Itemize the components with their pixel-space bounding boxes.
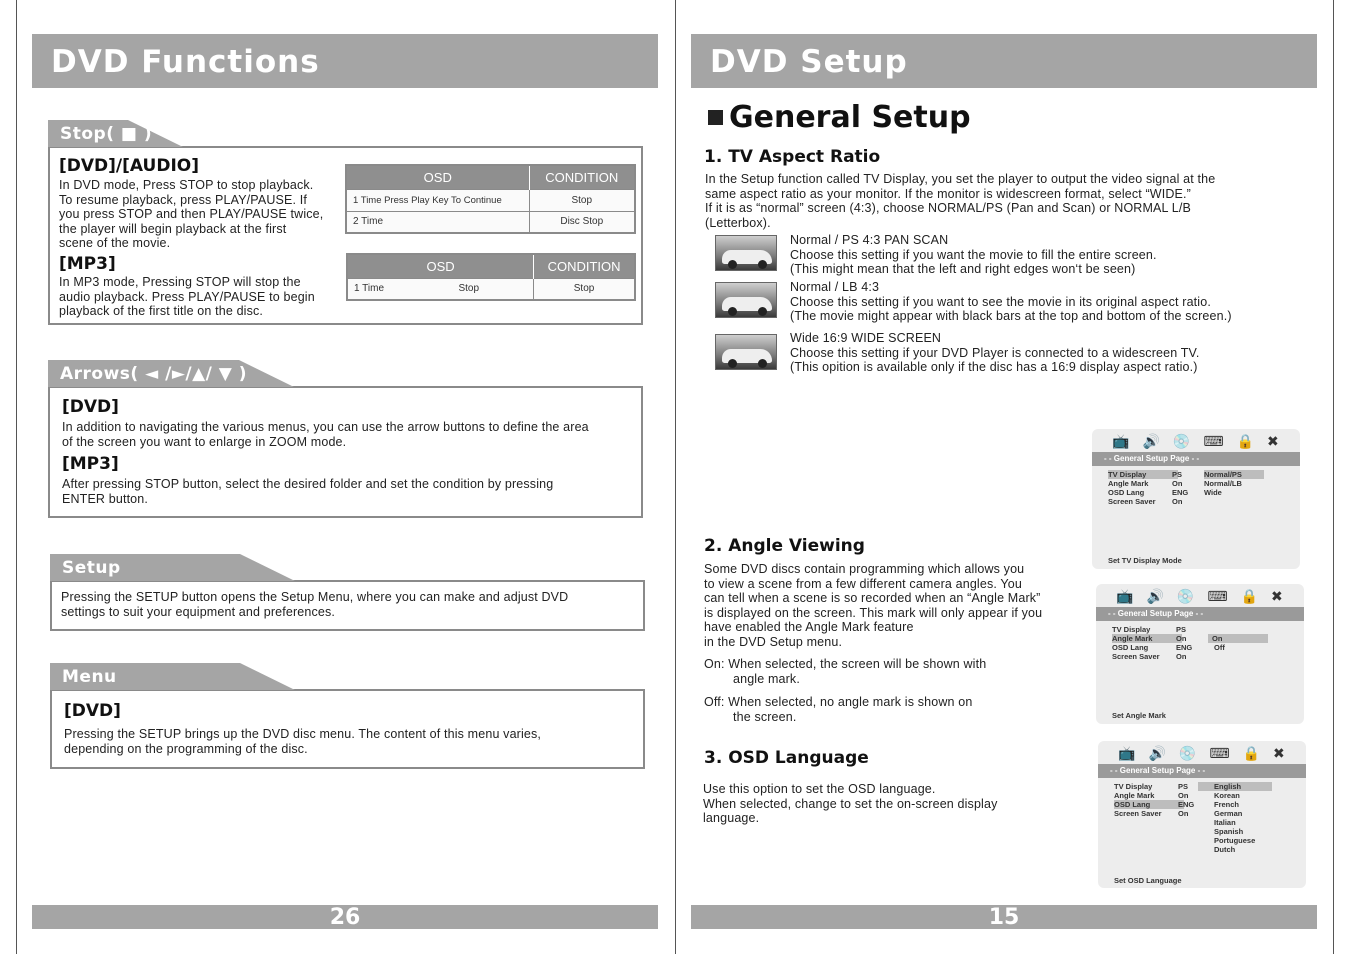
lock-icon: 🔒 bbox=[1242, 745, 1260, 761]
stop-osd-table-2 bbox=[346, 253, 636, 301]
left-banner: DVD Functions bbox=[32, 34, 658, 88]
osd-language-heading: 3. OSD Language bbox=[704, 748, 869, 768]
right-banner: DVD Setup bbox=[691, 34, 1317, 88]
car-thumbnail-wide bbox=[715, 334, 777, 370]
menu-band: - - General Setup Page - - bbox=[1098, 764, 1306, 778]
menu-labels: TV Display Angle Mark OSD Lang Screen Saver bbox=[1112, 625, 1182, 661]
angle-heading: 2. Angle Viewing bbox=[704, 536, 865, 556]
tv-icon: 📺 bbox=[1112, 433, 1130, 449]
left-border bbox=[16, 0, 17, 954]
menu-dvd-heading: [DVD] bbox=[64, 701, 121, 721]
table1-cell: 2 Time bbox=[346, 211, 529, 233]
right-border bbox=[1333, 0, 1334, 954]
angle-on-text: On: When selected, the screen will be shown with angle mark. bbox=[704, 657, 987, 686]
tools-icon: ✖ bbox=[1270, 588, 1283, 604]
lock-icon: 🔒 bbox=[1240, 588, 1258, 604]
stop-tab: Stop( ■ ) bbox=[48, 120, 183, 147]
speaker-icon: 🔊 bbox=[1146, 588, 1164, 604]
table2-cell: 1 Time bbox=[347, 278, 452, 300]
left-page-number: 26 bbox=[32, 905, 658, 929]
stop-dvd-text: In DVD mode, Press STOP to stop playback. To resume playback, press PLAY/PAUSE. If you press STOP and then PLAY/PAUSE twice, the player will begin playback at the first scene of the movie. bbox=[59, 178, 324, 250]
table1-header-osd: OSD bbox=[346, 165, 529, 189]
setup-menu-screenshot-angle bbox=[1096, 584, 1304, 724]
table2-cell: Stop bbox=[452, 278, 533, 300]
option-wide: Wide 16:9 WIDE SCREEN Choose this setting if your DVD Player is connected to a widescreen TV. (This opition is available only if the disc has a 16:9 display aspect ratio.) bbox=[790, 331, 1200, 374]
menu-band: - - General Setup Page - - bbox=[1096, 607, 1304, 621]
menu-labels: TV Display Angle Mark OSD Lang Screen Saver bbox=[1108, 470, 1178, 506]
menu-text: Pressing the SETUP brings up the DVD disc menu. The content of this menu varies, depending on the programming of the disc. bbox=[64, 727, 542, 756]
table2-header-condition: CONDITION bbox=[534, 254, 635, 278]
tv-aspect-text: In the Setup function called TV Display, you set the player to output the video signal at the same aspect ratio as your monitor. If the monitor is widescreen format, select “WIDE.” If it is as “normal” screen (4:3), choose NORMAL/PS (Pan and Scan) or NORMAL L/B (Letterbox). bbox=[705, 172, 1216, 230]
osd-language-text: Use this option to set the OSD language. When selected, change to set the on-screen display language. bbox=[703, 782, 998, 825]
menu-footer: Set Angle Mark bbox=[1112, 711, 1166, 720]
menu-band: - - General Setup Page - - bbox=[1092, 452, 1300, 466]
tools-icon: ✖ bbox=[1266, 433, 1279, 449]
option-lb: Normal / LB 4:3 Choose this setting if you want to see the movie in its original aspect ratio. (The movie might appear with black bars at the top and bottom of the screen.) bbox=[790, 280, 1232, 323]
setup-menu-screenshot-osd bbox=[1098, 741, 1306, 888]
stop-osd-table-1 bbox=[345, 164, 636, 234]
disc-icon: 💿 bbox=[1178, 745, 1197, 761]
table2-header-osd: OSD bbox=[347, 254, 534, 278]
arrows-dvd-text: In addition to navigating the various menus, you can use the arrow buttons to define the area of the screen you want to enlarge in ZOOM mode. bbox=[62, 420, 589, 449]
menu-tv-options: Normal/PS Normal/LB Wide bbox=[1204, 470, 1264, 497]
arrows-mp3-heading: [MP3] bbox=[62, 454, 119, 474]
menu-labels: TV Display Angle Mark OSD Lang Screen Saver bbox=[1114, 782, 1184, 818]
tv-aspect-heading: 1. TV Aspect Ratio bbox=[704, 147, 881, 167]
angle-off-text: Off: When selected, no angle mark is shown on the screen. bbox=[704, 695, 973, 724]
keyboard-icon: ⌨ bbox=[1203, 433, 1224, 449]
car-thumbnail-lb bbox=[715, 282, 777, 318]
arrows-mp3-text: After pressing STOP button, select the desired folder and set the condition by pressing ENTER button. bbox=[62, 477, 554, 506]
tv-icon: 📺 bbox=[1118, 745, 1136, 761]
stop-mp3-heading: [MP3] bbox=[59, 254, 116, 274]
disc-icon: 💿 bbox=[1176, 588, 1195, 604]
arrows-dvd-heading: [DVD] bbox=[62, 397, 119, 417]
disc-icon: 💿 bbox=[1172, 433, 1191, 449]
table1-header-condition: CONDITION bbox=[529, 165, 635, 189]
angle-text: Some DVD discs contain programming which allows you to view a scene from a few different camera angles. You can tell when a scene is so recorded when an “Angle Mark” is displayed on the screen. This mark will only appear if you have enabled the Angle Mark feature in the DVD Setup menu. bbox=[704, 562, 1043, 649]
car-thumbnail-ps bbox=[715, 235, 777, 271]
menu-angle-options: On Off bbox=[1208, 634, 1268, 652]
stop-dvd-heading: [DVD]/[AUDIO] bbox=[59, 156, 199, 176]
setup-text: Pressing the SETUP button opens the Setup Menu, where you can make and adjust DVD settings to suit your equipment and preferences. bbox=[61, 590, 569, 619]
menu-values: PS On ENG On bbox=[1178, 782, 1195, 818]
tools-icon: ✖ bbox=[1272, 745, 1285, 761]
menu-tab: Menu bbox=[50, 663, 295, 690]
menu-values: PS On ENG On bbox=[1172, 470, 1189, 506]
general-setup-title: General Setup bbox=[708, 100, 971, 135]
square-bullet-icon bbox=[708, 110, 723, 125]
menu-icon-row bbox=[1112, 433, 1279, 450]
stop-mp3-text: In MP3 mode, Pressing STOP will stop the audio playback. Press PLAY/PAUSE to begin playback of the first title on the disc. bbox=[59, 275, 315, 318]
right-page-number: 15 bbox=[691, 905, 1317, 929]
table2-cell: Stop bbox=[534, 278, 635, 300]
setup-tab: Setup bbox=[50, 554, 295, 581]
keyboard-icon: ⌨ bbox=[1209, 745, 1230, 761]
menu-footer: Set TV Display Mode bbox=[1108, 556, 1182, 565]
menu-icon-row bbox=[1118, 745, 1285, 762]
table1-cell: 1 Time Press Play Key To Continue bbox=[346, 189, 529, 211]
arrows-tab: Arrows( ◄ /►/▲/ ▼ ) bbox=[48, 360, 294, 387]
menu-language-options: English Korean French German Italian Spanish Portuguese Dutch bbox=[1198, 782, 1272, 854]
setup-menu-screenshot-tv bbox=[1092, 429, 1300, 569]
table1-cell: Disc Stop bbox=[529, 211, 635, 233]
menu-icon-row bbox=[1116, 588, 1283, 605]
menu-footer: Set OSD Language bbox=[1114, 876, 1182, 885]
speaker-icon: 🔊 bbox=[1142, 433, 1160, 449]
table1-cell: Stop bbox=[529, 189, 635, 211]
menu-values: PS On ENG On bbox=[1176, 625, 1193, 661]
speaker-icon: 🔊 bbox=[1148, 745, 1166, 761]
option-ps: Normal / PS 4:3 PAN SCAN Choose this setting if you want the movie to fill the entire screen. (This might mean that the left and right edges won‘t be seen) bbox=[790, 233, 1157, 276]
tv-icon: 📺 bbox=[1116, 588, 1134, 604]
center-divider bbox=[675, 0, 676, 954]
keyboard-icon: ⌨ bbox=[1207, 588, 1228, 604]
lock-icon: 🔒 bbox=[1236, 433, 1254, 449]
